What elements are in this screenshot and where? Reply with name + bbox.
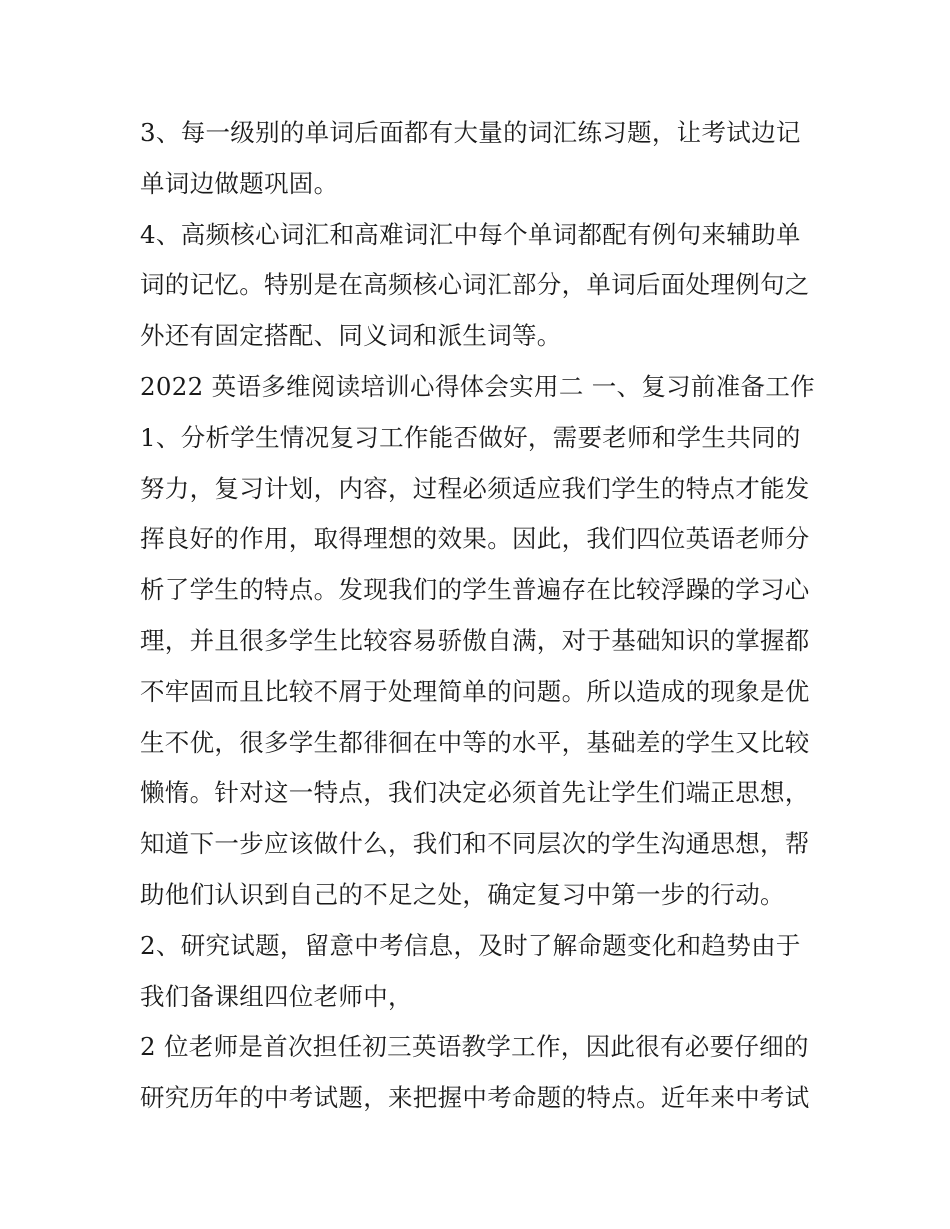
paragraph-research-exams <box>140 921 820 1023</box>
text-line: 3、每一级别的单词后面都有大量的词汇练习题，让考试边记 <box>140 118 801 147</box>
text-line: 懒惰。针对这一特点，我们决定必须首先让学生们端正思想， <box>140 778 810 808</box>
text-line: 挥良好的作用，取得理想的效果。因此，我们四位英语老师分 <box>140 524 810 554</box>
text-line: 我们备课组四位老师中， <box>140 981 413 1011</box>
text-line: 助他们认识到自己的不足之处，确定复习中第一步的行动。 <box>140 879 785 909</box>
text-line: 外还有固定搭配、同义词和派生词等。 <box>140 321 562 351</box>
text-line: 2、研究试题，留意中考信息，及时了解命题变化和趋势由于 <box>140 930 801 960</box>
text-line: 词的记忆。特别是在高频核心词汇部分，单词后面处理例句之 <box>140 270 810 300</box>
paragraph-teachers <box>140 1022 820 1124</box>
text-line: 知道下一步应该做什么，我们和不同层次的学生沟通思想，帮 <box>140 829 810 859</box>
text-line: 理，并且很多学生比较容易骄傲自满，对于基础知识的掌握都 <box>140 625 810 655</box>
document-body <box>140 108 820 1124</box>
paragraph-analyze-students <box>140 413 820 921</box>
section-heading <box>140 362 820 413</box>
heading-line: 2022 英语多维阅读培训心得体会实用二 一、复习前准备工作 <box>140 371 815 401</box>
text-line: 析了学生的特点。发现我们的学生普遍存在比较浮躁的学习心 <box>140 575 810 605</box>
paragraph-vocab-exercises <box>140 108 820 210</box>
text-line: 努力，复习计划，内容，过程必须适应我们学生的特点才能发 <box>140 473 810 503</box>
text-line: 研究历年的中考试题，来把握中考命题的特点。近年来中考试 <box>140 1083 810 1113</box>
text-line: 1、分析学生情况复习工作能否做好，需要老师和学生共同的 <box>140 422 801 452</box>
text-line: 2 位老师是首次担任初三英语教学工作，因此很有必要仔细的 <box>140 1032 809 1062</box>
text-line: 不牢固而且比较不屑于处理简单的问题。所以造成的现象是优 <box>140 676 810 706</box>
text-line: 单词边做题巩固。 <box>140 168 339 198</box>
text-line: 4、高频核心词汇和高难词汇中每个单词都配有例句来辅助单 <box>140 219 801 249</box>
paragraph-example-sentences <box>140 210 820 362</box>
text-line: 生不优，很多学生都徘徊在中等的水平，基础差的学生又比较 <box>140 727 810 757</box>
